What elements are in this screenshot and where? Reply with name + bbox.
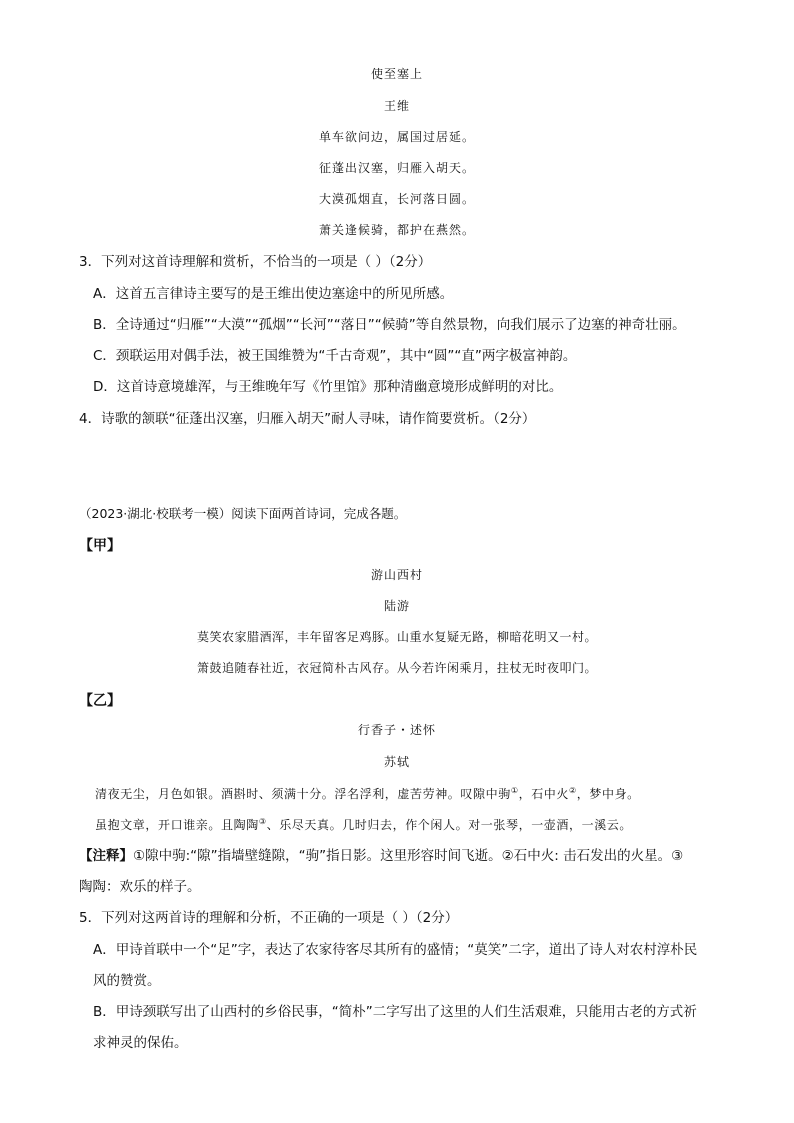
question-3-option-a: A．这首五言律诗主要写的是王维出使边塞途中的所见所感。 — [93, 286, 454, 302]
question-3-option-d: D．这首诗意境雄浑，与王维晚年写《竹里馆》那种清幽意境形成鲜明的对比。 — [93, 379, 563, 395]
question-5-option-a: A．甲诗首联中一个“足”字，表达了农家待客尽其所有的盛情；“莫笑”二字，道出了诗人对农村淳朴民 — [93, 942, 698, 958]
poem3-text: ，石中火 — [518, 787, 569, 801]
poem3-text: 、乐尽天真。几时归去，作个闲人。对一张琴，一壶酒，一溪云。 — [266, 818, 632, 832]
poem3-text: 清夜无尘，月色如银。酒斟时、须满十分。浮名浮利，虚苦劳神。叹隙中驹 — [95, 787, 511, 801]
poem2-line: 莫笑农家腊酒浑，丰年留客足鸡豚。山重水复疑无路，柳暗花明又一村。 — [196, 630, 597, 644]
question-4-stem: 4．诗歌的颔联“征蓬出汉塞，归雁入胡天”耐人寻味，请作简要赏析。（2分） — [79, 411, 536, 427]
footnote-marker: ③ — [258, 817, 267, 826]
section-intro: （2023·湖北·校联考一模）阅读下面两首诗词，完成各题。 — [79, 506, 407, 521]
question-5-option-b: B．甲诗颈联写出了山西村的乡俗民事，“简朴”二字写出了这里的人们生活艰难，只能用古老的方式祈 — [93, 1004, 697, 1020]
poem3-text: ，梦中身。 — [576, 787, 640, 801]
question-5-stem: 5．下列对这两首诗的理解和分析，不正确的一项是（ ）（2分） — [79, 910, 459, 926]
poem1-line: 单车欲问边，属国过居延。 — [318, 130, 475, 144]
poem2-line: 箫鼓追随春社近，衣冠简朴古风存。从今若许闲乘月，拄杖无时夜叩门。 — [196, 661, 597, 675]
poem1-line: 征蓬出汉塞，归雁入胡天。 — [318, 161, 475, 175]
poem3-text: 虽抱文章，开口谁亲。且陶陶 — [95, 818, 259, 832]
jia-label: 【甲】 — [79, 538, 121, 554]
poem1-title: 使至塞上 — [370, 67, 423, 81]
poem3-line-2 — [95, 819, 632, 831]
poem3-title: 行香子・述怀 — [357, 723, 436, 737]
notes-text-cont: 陶陶：欢乐的样子。 — [79, 879, 201, 895]
notes-label: 【注释】 — [79, 848, 133, 864]
question-3-option-b: B．全诗通过“归雁”“大漠”“孤烟”“长河”“落日”“候骑”等自然景物，向我们展示了边塞的神奇壮丽。 — [93, 317, 686, 333]
question-3-stem: 3．下列对这首诗理解和赏析，不恰当的一项是（ ）（2分） — [79, 254, 432, 270]
footnote-marker: ① — [510, 786, 519, 795]
poem3-line-1 — [95, 788, 640, 800]
poem1-line: 萧关逢候骑，都护在燕然。 — [318, 223, 475, 237]
question-5-option-b-cont: 求神灵的保佑。 — [93, 1035, 188, 1051]
question-3-option-c: C．颈联运用对偶手法，被王国维赞为“千古奇观”，其中“圆”“直”两字极富神韵。 — [93, 348, 577, 364]
poem2-author: 陆游 — [383, 599, 410, 613]
poem1-author: 王维 — [383, 99, 410, 113]
footnote-marker: ② — [569, 786, 577, 795]
poem1-line: 大漠孤烟直，长河落日圆。 — [318, 192, 475, 206]
notes — [79, 850, 683, 864]
yi-label: 【乙】 — [79, 693, 121, 709]
question-5-option-a-cont: 风的赞赏。 — [93, 973, 161, 989]
poem3-author: 苏轼 — [383, 755, 410, 769]
poem2-title: 游山西村 — [370, 568, 423, 582]
notes-text: ①隙中驹:“隙”指墙壁缝隙，“驹”指日影。这里形容时间飞逝。②石中火: 击石发出的火星。③ — [133, 848, 684, 864]
